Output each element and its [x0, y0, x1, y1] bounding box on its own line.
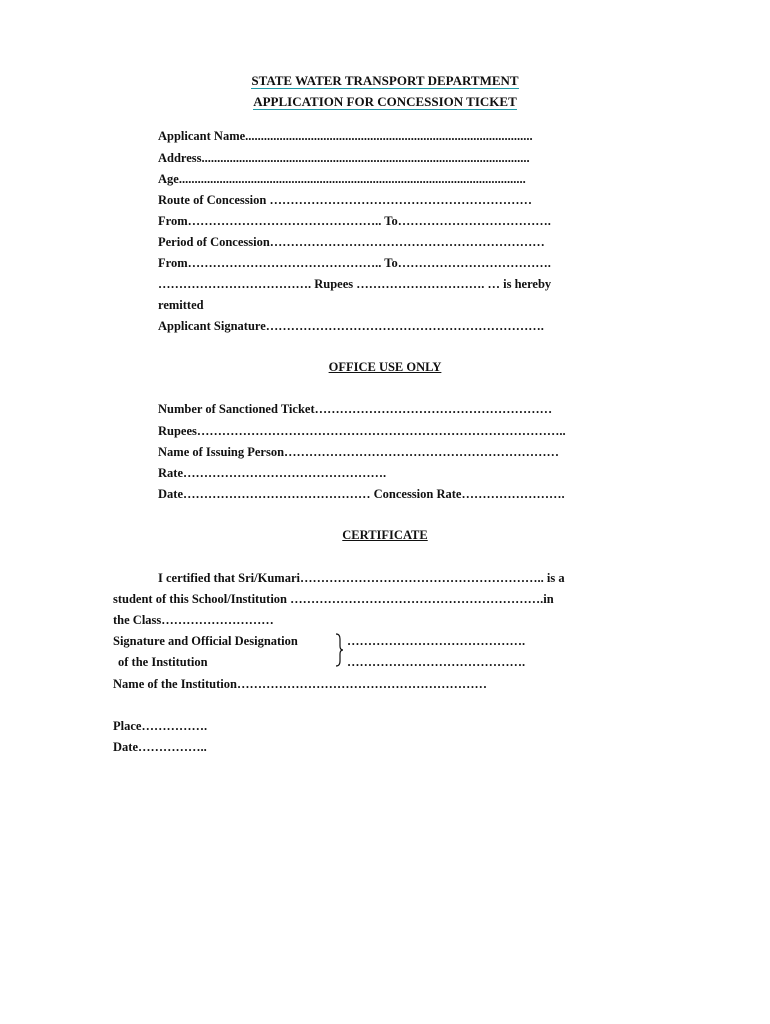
office-rupees-field: Rupees…………………………………………………………………………….. [158, 424, 566, 438]
date-field: Date…………….. [113, 740, 207, 754]
office-use-heading: OFFICE USE ONLY [328, 360, 442, 374]
route-of-concession-field: Route of Concession ……………………………………………………… [158, 193, 532, 207]
signature-designation-dots: ……………………………………. [347, 634, 526, 648]
applicant-signature-field: Applicant Signature…………………………………………………………. [158, 319, 544, 333]
curly-brace-icon [334, 633, 344, 667]
from-to-field-1: From……………………………………….. To………………………………. [158, 214, 551, 228]
period-of-concession-field: Period of Concession………………………………………………………… [158, 235, 545, 249]
of-institution-label: of the Institution [118, 655, 208, 669]
certificate-line-3: the Class……………………… [113, 613, 274, 627]
date-concession-rate-field: Date……………………………………… Concession Rate……………………. [158, 487, 565, 501]
of-institution-dots: ……………………………………. [347, 655, 526, 669]
place-field: Place……………. [113, 719, 208, 733]
certificate-line-2: student of this School/Institution …………………………………………………….in [113, 592, 554, 606]
document-title: STATE WATER TRANSPORT DEPARTMENT [251, 73, 519, 88]
age-field: Age............................................................................................................... [158, 172, 526, 186]
sanctioned-ticket-field: Number of Sanctioned Ticket………………………………………………… [158, 402, 553, 416]
applicant-name-field: Applicant Name............................................................................................ [158, 129, 533, 143]
remitted-text: remitted [158, 298, 204, 312]
signature-designation-label: Signature and Official Designation [113, 634, 298, 648]
document-subtitle: APPLICATION FOR CONCESSION TICKET [253, 94, 517, 109]
issuing-person-field: Name of Issuing Person………………………………………………………… [158, 445, 560, 459]
rupees-remitted-field: ………………………………. Rupees …………………………. … is hereby [158, 277, 552, 291]
certificate-line-1: I certified that Sri/Kumari………………………………………………….. is a [158, 571, 565, 585]
institution-name-field: Name of the Institution…………………………………………………… [113, 677, 487, 691]
from-to-field-2: From……………………………………….. To………………………………. [158, 256, 551, 270]
certificate-heading: CERTIFICATE [342, 528, 428, 542]
rate-field: Rate…………………………………………. [158, 466, 387, 480]
address-field: Address......................................................................................................... [158, 151, 530, 165]
